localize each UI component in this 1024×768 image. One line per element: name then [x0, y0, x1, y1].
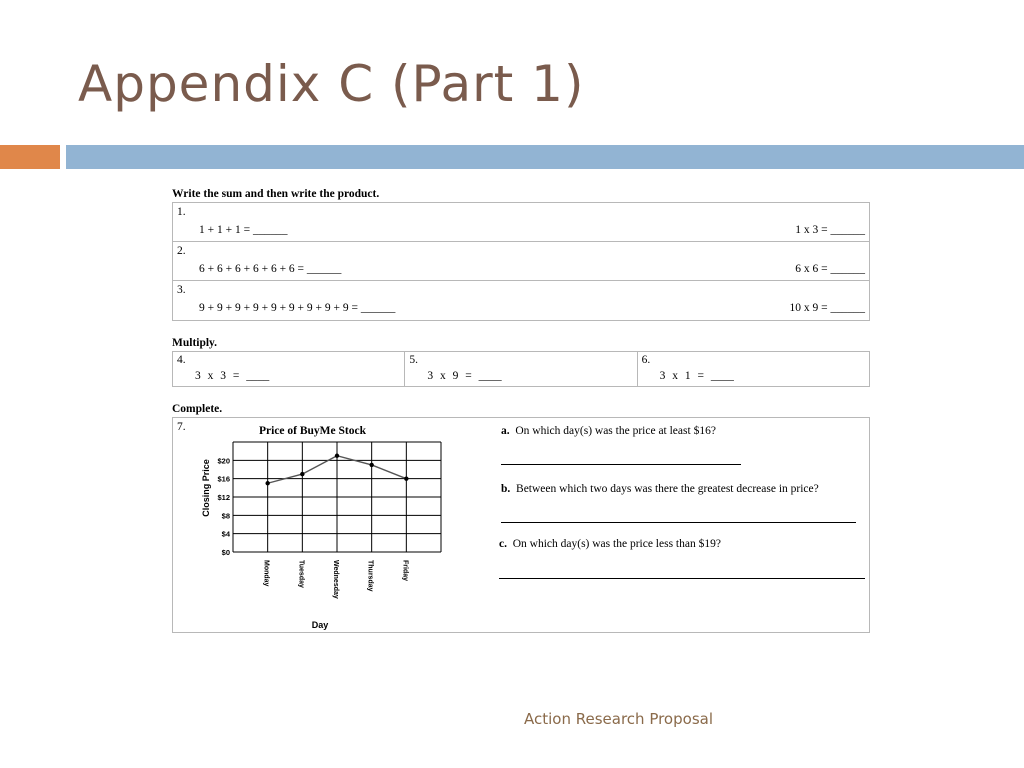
multiply-expression: 3 x 3 = ____	[195, 370, 270, 382]
y-tick-label: $12	[217, 493, 230, 502]
answer-line-a[interactable]	[501, 464, 741, 465]
sum-expression: 1 + 1 + 1 = ______	[199, 224, 288, 236]
product-expression: 1 x 3 = ______	[795, 224, 865, 236]
x-tick-label: Friday	[401, 560, 409, 582]
problem-number: 4.	[177, 354, 186, 366]
question-letter: c.	[499, 538, 507, 550]
table-row	[173, 281, 869, 320]
data-point	[265, 481, 269, 485]
answer-line-b[interactable]	[501, 522, 856, 523]
question-letter: b.	[501, 483, 511, 495]
product-expression: 10 x 9 = ______	[789, 302, 865, 314]
complete-box	[172, 417, 870, 633]
question-a	[501, 425, 716, 437]
problem-number: 5.	[409, 354, 418, 366]
problem-number: 3.	[177, 284, 186, 296]
worksheet	[172, 186, 870, 633]
sum-expression: 6 + 6 + 6 + 6 + 6 + 6 = ______	[199, 263, 342, 275]
data-point	[335, 454, 339, 458]
x-tick-label: Thursday	[366, 560, 374, 592]
problem-number: 6.	[641, 354, 651, 366]
table-row	[173, 242, 869, 281]
question-letter: a.	[501, 425, 510, 437]
product-expression: 6 x 6 = ______	[795, 263, 865, 275]
sum-product-table	[172, 202, 870, 321]
stock-line-chart	[197, 440, 447, 632]
question-b	[501, 483, 819, 495]
question-c	[499, 538, 721, 550]
question-text: Between which two days was there the greatest decrease in price?	[516, 483, 819, 495]
section1-heading: Write the sum and then write the product.	[172, 188, 380, 200]
section3-heading: Complete.	[172, 403, 223, 415]
accent-bar-blue	[66, 145, 1024, 169]
section2-heading: Multiply.	[172, 337, 218, 349]
multiply-cell	[173, 352, 405, 386]
slide-title: Appendix C (Part 1)	[78, 55, 585, 113]
x-tick-label: Monday	[262, 560, 270, 587]
y-tick-label: $0	[221, 548, 230, 557]
y-tick-label: $16	[217, 474, 230, 484]
answer-line-c[interactable]	[499, 578, 865, 579]
question-text: On which day(s) was the price less than $19?	[512, 538, 721, 550]
footer-text: Action Research Proposal	[524, 710, 713, 728]
problem-number: 1.	[177, 206, 186, 218]
chart-title: Price of BuyMe Stock	[259, 425, 366, 437]
y-tick-label: $20	[217, 456, 230, 466]
data-point	[369, 463, 373, 467]
y-axis-label: Closing Price	[201, 459, 211, 517]
x-tick-label: Tuesday	[297, 560, 305, 588]
data-point	[404, 476, 408, 480]
sum-expression: 9 + 9 + 9 + 9 + 9 + 9 + 9 + 9 + 9 = ______	[199, 302, 396, 314]
table-row	[173, 203, 869, 242]
x-axis-label: Day	[311, 620, 329, 630]
multiply-expression: 3 x 9 = ____	[427, 370, 502, 382]
accent-bar-orange	[0, 145, 60, 169]
question-text: On which day(s) was the price at least $16?	[515, 425, 716, 437]
multiply-table	[172, 351, 870, 387]
x-tick-label: Wednesday	[332, 560, 339, 599]
problem-number: 7.	[177, 421, 186, 433]
multiply-expression: 3 x 1 = ____	[659, 370, 734, 382]
y-tick-label: $4	[221, 529, 230, 539]
data-point	[300, 472, 304, 476]
y-tick-label: $8	[221, 511, 230, 521]
multiply-cell	[638, 352, 869, 386]
multiply-cell	[405, 352, 637, 386]
problem-number: 2.	[177, 245, 186, 257]
